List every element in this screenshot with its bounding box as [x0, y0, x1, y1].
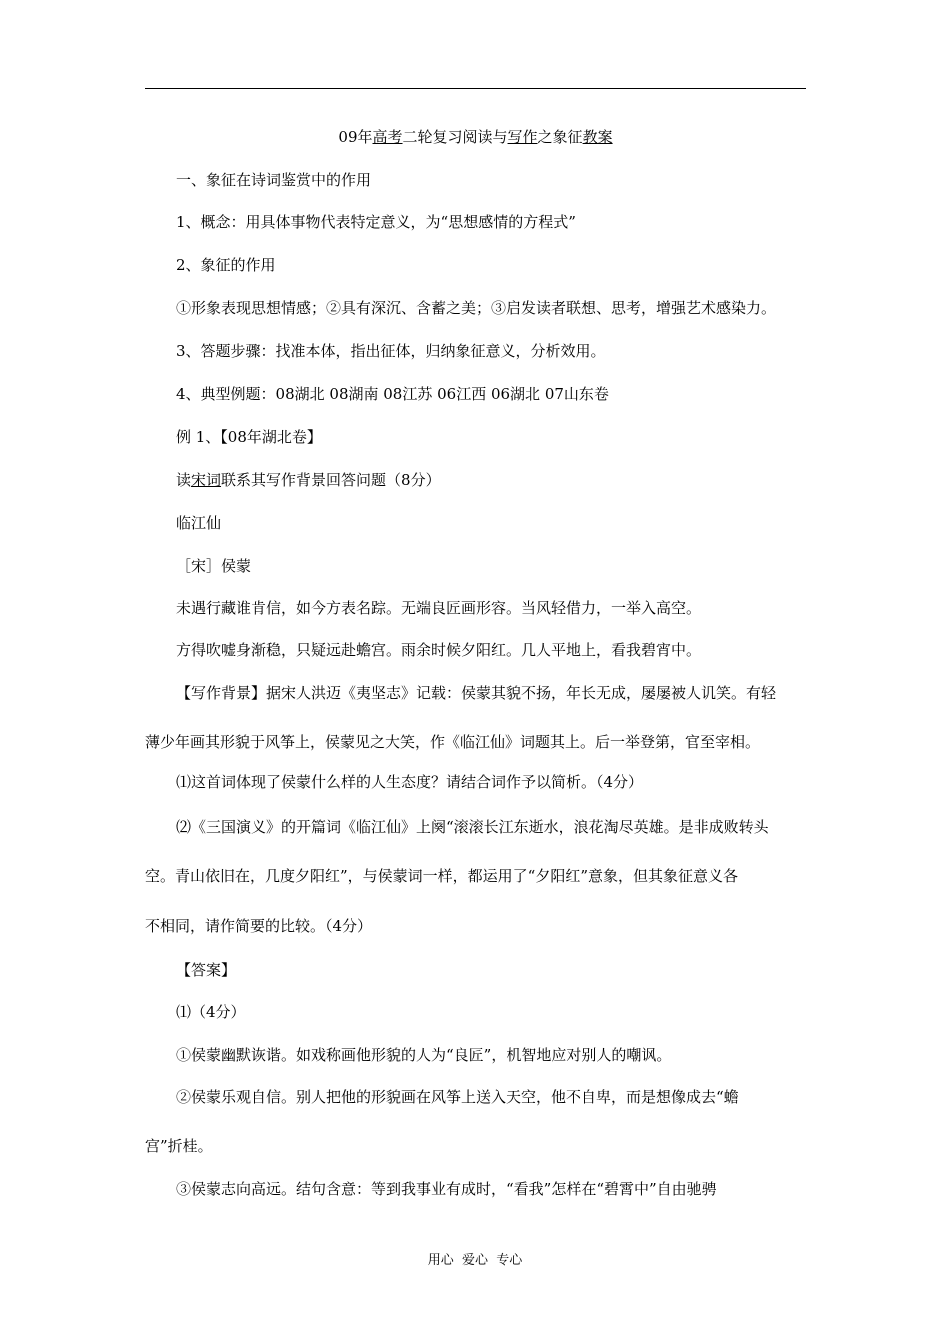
question-1: ⑴这首词体现了侯蒙什么样的人生态度？请结合词作予以简析。（4分）: [176, 773, 644, 791]
section-heading: 一、象征在诗词鉴赏中的作用: [176, 171, 372, 189]
document-title: [145, 128, 806, 146]
title-link-jiaoan[interactable]: 教案: [582, 128, 613, 146]
title-part: 09年: [338, 128, 373, 146]
answer-item: ①侯蒙幽默诙谐。如戏称画他形貌的人为“良匠”，机智地应对别人的嘲讽。: [176, 1046, 672, 1064]
poem-line: 未遇行藏谁肯信，如今方表名踪。无端良匠画形容。当风轻借力，一举入高空。: [176, 599, 702, 617]
answer-item: ②侯蒙乐观自信。别人把他的形貌画在风筝上送入天空，他不自卑，而是想像成去“蟾: [176, 1088, 739, 1106]
instruction-part: 联系其写作背景回答问题（8分）: [221, 471, 441, 489]
answer-item: ③侯蒙志向高远。结句含意：等到我事业有成时，“看我”怎样在“碧霄中”自由驰骋: [176, 1180, 717, 1198]
answer-item: 宫”折桂。: [145, 1137, 213, 1155]
page-footer: 用心 爱心 专心: [427, 1253, 523, 1268]
background-text: 【写作背景】据宋人洪迈《夷坚志》记载：侯蒙其貌不扬，年长无成，屡屡被人讥笑。有轻: [176, 684, 777, 702]
poem-author: ［宋］侯蒙: [176, 557, 252, 575]
background-text: 薄少年画其形貌于风筝上，侯蒙见之大笑，作《临江仙》词题其上。后一举登第，官至宰相。: [145, 733, 761, 751]
function-text: ①形象表现思想情感；②具有深沉、含蓄之美；③启发读者联想、思考，增强艺术感染力。: [176, 299, 777, 317]
instruction-text: [176, 471, 441, 489]
function-heading: 2、象征的作用: [176, 256, 276, 274]
title-part: 二轮复习阅读与: [402, 128, 508, 146]
question-2: ⑵《三国演义》的开篇词《临江仙》上阕“滚滚长江东逝水，浪花淘尽英雄。是非成败转头: [176, 818, 769, 836]
poem-line: 方得吹嘘身渐稳，只疑远赴蟾宫。雨余时候夕阳红。几人平地上，看我碧宵中。: [176, 641, 702, 659]
title-link-gaokao[interactable]: 高考: [372, 128, 403, 146]
example-heading: 例 1、【08年湖北卷】: [176, 428, 322, 446]
header-rule: [145, 88, 806, 89]
title-link-xiezuo[interactable]: 写作: [507, 128, 538, 146]
examples-text: 4、典型例题：08湖北 08湖南 08江苏 06江西 06湖北 07山东卷: [176, 385, 609, 403]
question-2: 空。青山依旧在，几度夕阳红”，与侯蒙词一样，都运用了“夕阳红”意象，但其象征意义各: [145, 867, 739, 885]
answer-label: ⑴（4分）: [176, 1003, 246, 1021]
concept-text: 1、概念：用具体事物代表特定意义，为“思想感情的方程式”: [176, 213, 576, 231]
answer-heading: 【答案】: [176, 961, 237, 979]
question-2: 不相同，请作简要的比较。（4分）: [145, 917, 373, 935]
songci-link[interactable]: 宋词: [191, 471, 222, 489]
poem-title: 临江仙: [176, 514, 222, 532]
instruction-part: 读: [176, 471, 192, 489]
steps-text: 3、答题步骤：找准本体，指出征体，归纳象征意义，分析效用。: [176, 342, 606, 360]
title-part: 之象征: [537, 128, 583, 146]
